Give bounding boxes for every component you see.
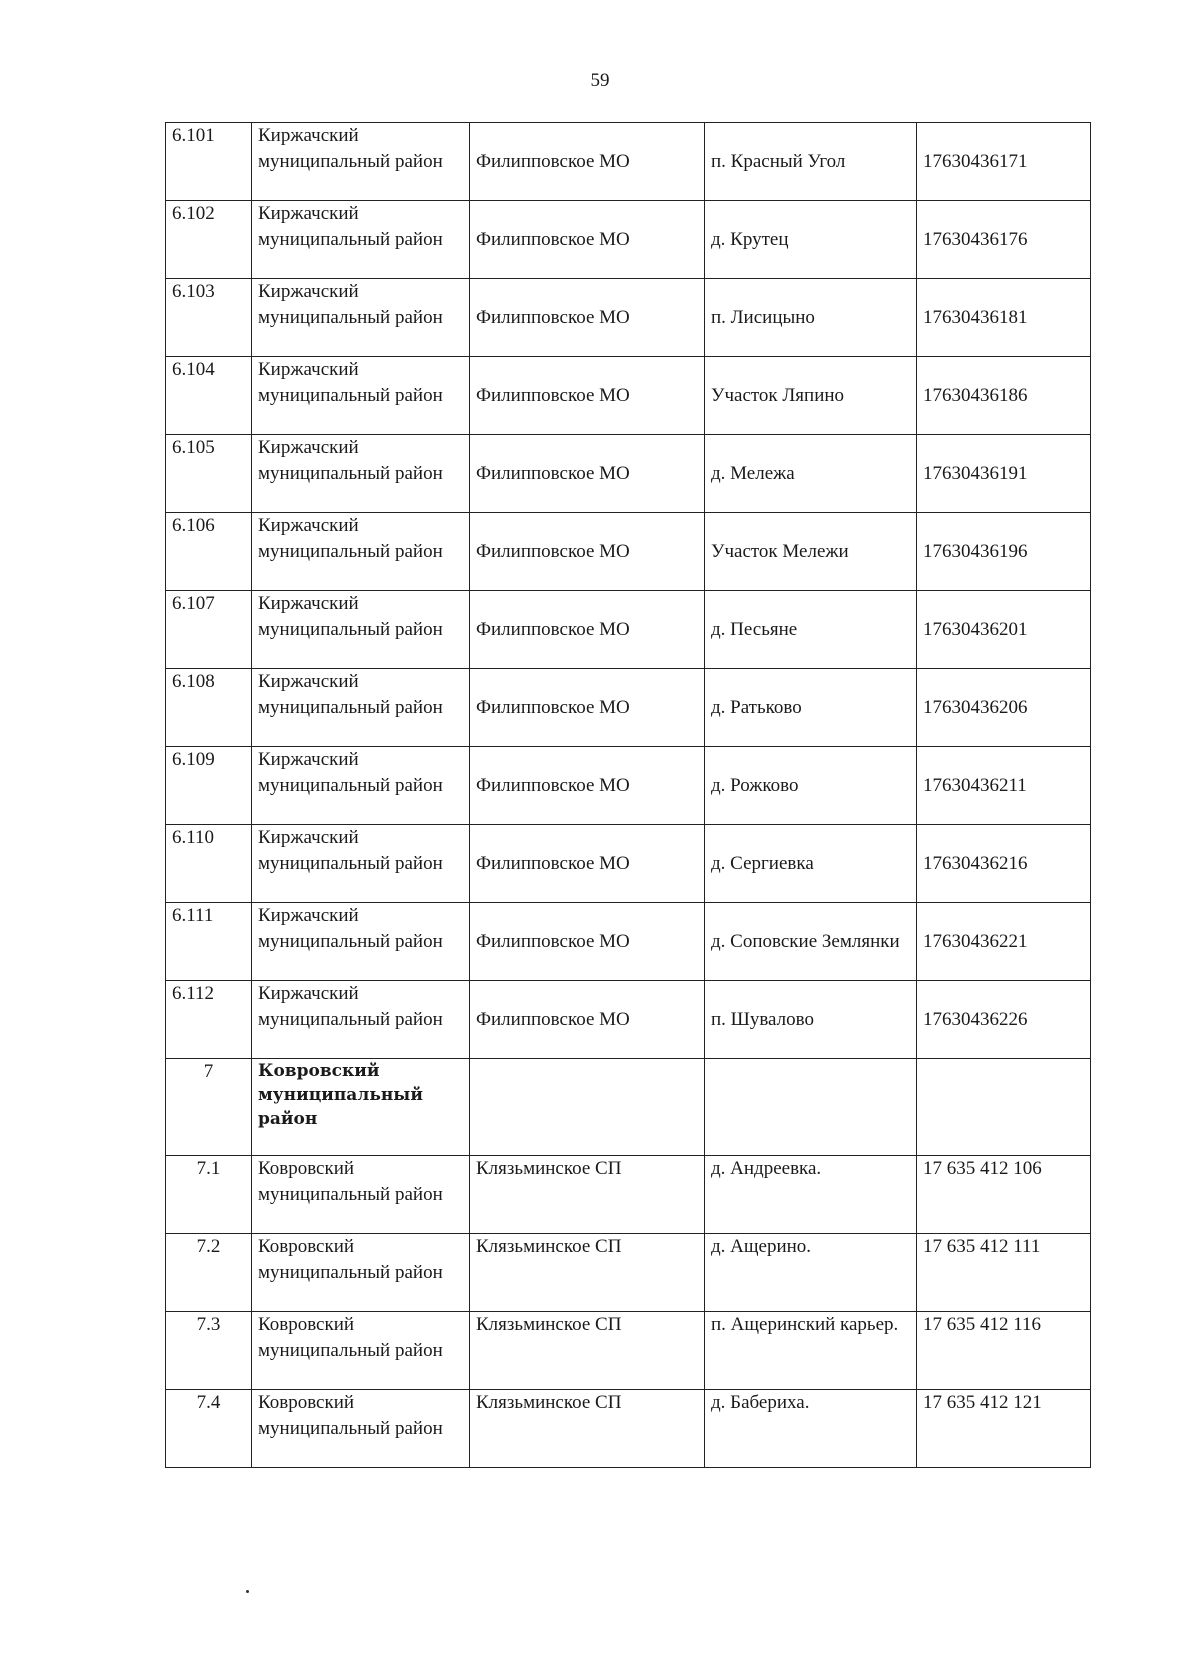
row-number: 6.110 <box>166 825 252 903</box>
row-number: 6.105 <box>166 435 252 513</box>
okato-code-cell: 17 635 412 121 <box>917 1390 1091 1468</box>
settlement-cell: д. Ратьково <box>705 669 917 747</box>
table-row <box>166 669 1091 747</box>
district-cell: Ковровский муниципальный район <box>252 1234 470 1312</box>
district-cell: Киржачский муниципальный район <box>252 747 470 825</box>
district-cell: Киржачский муниципальный район <box>252 123 470 201</box>
municipality-cell: Филипповское МО <box>470 123 705 201</box>
district-cell: Ковровский муниципальный район <box>252 1390 470 1468</box>
okato-code-cell: 17630436201 <box>917 591 1091 669</box>
okato-code-cell: 17630436176 <box>917 201 1091 279</box>
table-row <box>166 981 1091 1059</box>
table-row <box>166 903 1091 981</box>
row-number: 6.107 <box>166 591 252 669</box>
row-number: 7.2 <box>166 1234 252 1312</box>
district-cell: Киржачский муниципальный район <box>252 825 470 903</box>
okato-code-cell: 17 635 412 116 <box>917 1312 1091 1390</box>
table-row <box>166 1390 1091 1468</box>
district-cell: Киржачский муниципальный район <box>252 201 470 279</box>
row-number: 6.104 <box>166 357 252 435</box>
row-number: 7.1 <box>166 1156 252 1234</box>
district-cell: Киржачский муниципальный район <box>252 903 470 981</box>
group-header-row <box>166 1059 1091 1156</box>
district-cell: Киржачский муниципальный район <box>252 279 470 357</box>
group-number: 7 <box>166 1059 252 1156</box>
okato-code-cell: 17630436181 <box>917 279 1091 357</box>
row-number: 6.106 <box>166 513 252 591</box>
table-row <box>166 1312 1091 1390</box>
municipality-cell: Клязьминское СП <box>470 1390 705 1468</box>
settlement-cell: д. Ащерино. <box>705 1234 917 1312</box>
settlement-cell: Участок Ляпино <box>705 357 917 435</box>
table-row <box>166 123 1091 201</box>
table-row <box>166 201 1091 279</box>
table-row <box>166 513 1091 591</box>
row-number: 6.108 <box>166 669 252 747</box>
district-cell: Ковровский муниципальный район <box>252 1156 470 1234</box>
settlement-cell: д. Рожково <box>705 747 917 825</box>
row-number: 6.111 <box>166 903 252 981</box>
settlement-cell: п. Лисицыно <box>705 279 917 357</box>
settlement-cell: д. Сергиевка <box>705 825 917 903</box>
table-row <box>166 747 1091 825</box>
settlement-cell: п. Красный Угол <box>705 123 917 201</box>
row-number: 7.4 <box>166 1390 252 1468</box>
okato-code-cell: 17630436226 <box>917 981 1091 1059</box>
table-row <box>166 591 1091 669</box>
table-row <box>166 1156 1091 1234</box>
table-row <box>166 825 1091 903</box>
empty-cell <box>917 1059 1091 1156</box>
row-number: 6.102 <box>166 201 252 279</box>
table-row <box>166 279 1091 357</box>
municipality-cell: Филипповское МО <box>470 201 705 279</box>
row-number: 6.103 <box>166 279 252 357</box>
okato-code-cell: 17630436196 <box>917 513 1091 591</box>
okato-code-cell: 17 635 412 111 <box>917 1234 1091 1312</box>
settlements-table <box>165 122 1091 1468</box>
settlement-cell: д. Крутец <box>705 201 917 279</box>
okato-code-cell: 17630436221 <box>917 903 1091 981</box>
municipality-cell: Филипповское МО <box>470 903 705 981</box>
okato-code-cell: 17630436211 <box>917 747 1091 825</box>
municipality-cell: Филипповское МО <box>470 357 705 435</box>
municipality-cell: Клязьминское СП <box>470 1156 705 1234</box>
row-number: 7.3 <box>166 1312 252 1390</box>
table-row <box>166 435 1091 513</box>
municipality-cell: Филипповское МО <box>470 279 705 357</box>
row-number: 6.101 <box>166 123 252 201</box>
settlement-cell: д. Соповские Землянки <box>705 903 917 981</box>
settlement-cell: Участок Мележи <box>705 513 917 591</box>
municipality-cell: Филипповское МО <box>470 435 705 513</box>
group-district-title: Ковровский муниципальный район <box>252 1059 470 1156</box>
empty-cell <box>470 1059 705 1156</box>
okato-code-cell: 17630436216 <box>917 825 1091 903</box>
municipality-cell: Филипповское МО <box>470 591 705 669</box>
row-number: 6.109 <box>166 747 252 825</box>
settlement-cell: д. Андреевка. <box>705 1156 917 1234</box>
municipality-cell: Филипповское МО <box>470 513 705 591</box>
municipality-cell: Филипповское МО <box>470 981 705 1059</box>
table-row <box>166 357 1091 435</box>
district-cell: Киржачский муниципальный район <box>252 981 470 1059</box>
scan-dot <box>246 1590 249 1593</box>
okato-code-cell: 17630436171 <box>917 123 1091 201</box>
okato-code-cell: 17630436191 <box>917 435 1091 513</box>
district-cell: Киржачский муниципальный район <box>252 669 470 747</box>
municipality-cell: Клязьминское СП <box>470 1312 705 1390</box>
okato-code-cell: 17630436206 <box>917 669 1091 747</box>
okato-code-cell: 17 635 412 106 <box>917 1156 1091 1234</box>
table-row <box>166 1234 1091 1312</box>
settlement-cell: д. Песьяне <box>705 591 917 669</box>
municipality-cell: Филипповское МО <box>470 825 705 903</box>
district-cell: Киржачский муниципальный район <box>252 357 470 435</box>
district-cell: Киржачский муниципальный район <box>252 513 470 591</box>
district-cell: Киржачский муниципальный район <box>252 591 470 669</box>
settlement-cell: п. Ащеринский карьер. <box>705 1312 917 1390</box>
settlement-cell: д. Бабериха. <box>705 1390 917 1468</box>
okato-code-cell: 17630436186 <box>917 357 1091 435</box>
empty-cell <box>705 1059 917 1156</box>
district-cell: Киржачский муниципальный район <box>252 435 470 513</box>
municipality-cell: Филипповское МО <box>470 669 705 747</box>
municipality-cell: Филипповское МО <box>470 747 705 825</box>
district-cell: Ковровский муниципальный район <box>252 1312 470 1390</box>
page-number: 59 <box>590 70 610 91</box>
settlement-cell: п. Шувалово <box>705 981 917 1059</box>
row-number: 6.112 <box>166 981 252 1059</box>
municipality-cell: Клязьминское СП <box>470 1234 705 1312</box>
settlement-cell: д. Мележа <box>705 435 917 513</box>
